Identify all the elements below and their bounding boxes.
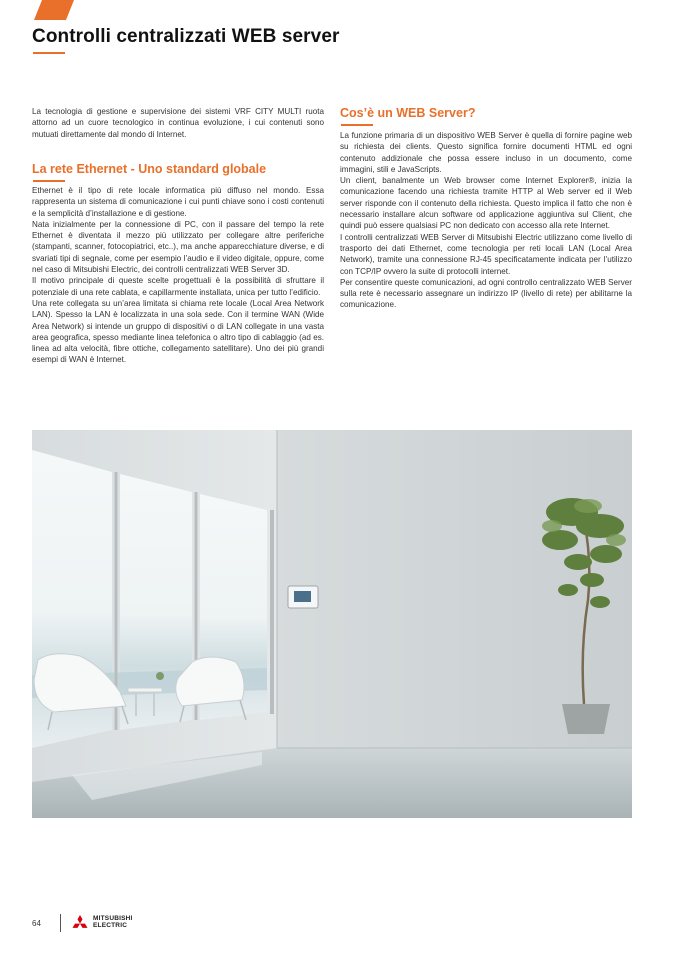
ethernet-paragraph: Una rete collegata su un’area limitata si chiama rete locale (Local Area Network LAN). Spesso la LAN è localizzata in una sola sede. Con il termine WAN (Wide Area Network) si intende un gruppo di dispositivi o di LAN collegate in una vasta area geografica, spesso mediante linea telefonica o altro tipo di cablaggio (ad es. linea ad alta velocità, fibre ottiche, collegamento satellitare). Uno dei più grandi esempi di WAN è Internet. xyxy=(32,298,324,365)
corner-accent-tab xyxy=(34,0,74,20)
intro-paragraph: La tecnologia di gestione e supervisione dei sistemi VRF CITY MULTI ruota attorno ad un cuore tecnologico in continua evoluzione, i cui contenuti sono mutuati direttamente dal mondo di Internet. xyxy=(32,107,324,139)
webserver-paragraph: Un client, banalmente un Web browser come Internet Explorer®, inizia la comunicazione facendo una richiesta tramite HTTP al Web server ed il Web server risponde con il contenuto della richiesta. Questo implica il fatto che non è necessario installare alcun software od applicazione aggiuntiva sul Client, che quindi può essere qualsiasi PC non dedicato con accesso alla rete Internet. xyxy=(340,176,632,231)
ethernet-paragraph: Nata inizialmente per la connessione di PC, con il passare del tempo la rete Ethernet è diventata il mezzo più utilizzato per collegare altre periferiche (stampanti, scanner, fotocopiatrici, etc..), ma anche apparecchiature diverse, e di svariati tipi di segnale, come per esempio l’audio e il video digitale, oppure, come nel caso di Mitsubishi Electric, dei controlli centralizzati WEB Server 3D. xyxy=(32,219,324,275)
webserver-section-underline xyxy=(341,124,373,126)
webserver-section-body xyxy=(340,130,632,311)
title-underline xyxy=(33,52,65,54)
brand-line-1: MITSUBISHI xyxy=(93,915,133,922)
interior-photo-illustration xyxy=(32,430,632,818)
brand-wordmark xyxy=(93,915,133,929)
footer-divider xyxy=(60,914,61,932)
ethernet-paragraph: Ethernet è il tipo di rete locale informatica più diffuso nel mondo. Essa rappresenta un sistema di comunicazione i cui punti chiave sono i costi contenuti e la semplicità d’installazione e di gestione. xyxy=(32,186,324,218)
ethernet-section-title: La rete Ethernet - Uno standard globale xyxy=(32,162,267,176)
webserver-paragraph: I controlli centralizzati WEB Server di Mitsubishi Electric utilizzano come livello di trasporto dei dati Ethernet, come tecnologia per reti locali LAN (Local Area Network), tramite una connessione RJ-45 specificatamente indicata per l’utilizzo con TCP/IP ovvero la suite di protocolli internet. xyxy=(340,232,632,276)
page-number: 64 xyxy=(32,919,41,928)
webserver-paragraph: La funzione primaria di un dispositivo WEB Server è quella di fornire pagine web su richiesta dei clients. Questo significa fornire documenti HTML ed ogni contenuto addizionale che possa essere incluso in un documento, come immagini, stili e JavaScripts. xyxy=(340,131,632,174)
ethernet-section-underline xyxy=(33,180,65,182)
ethernet-paragraph: Il motivo principale di queste scelte progettuali è la possibilità di sfruttare il potenziale di una rete cablata, e capillarmente installata, unica per tutto l’edificio. xyxy=(32,276,324,297)
webserver-section-title: Cos’è un WEB Server? xyxy=(340,106,476,120)
webserver-paragraph: Per consentire queste comunicazioni, ad ogni controllo centralizzato WEB Server sulla rete è necessario assegnare un indirizzo IP (livello di rete) per abilitarne la comunicazione. xyxy=(340,277,632,310)
brand-line-2: ELECTRIC xyxy=(93,922,128,929)
page-title: Controlli centralizzati WEB server xyxy=(32,26,340,47)
interior-photo xyxy=(32,430,632,818)
ethernet-section-body xyxy=(32,185,324,366)
mitsubishi-logo-icon xyxy=(70,915,90,933)
